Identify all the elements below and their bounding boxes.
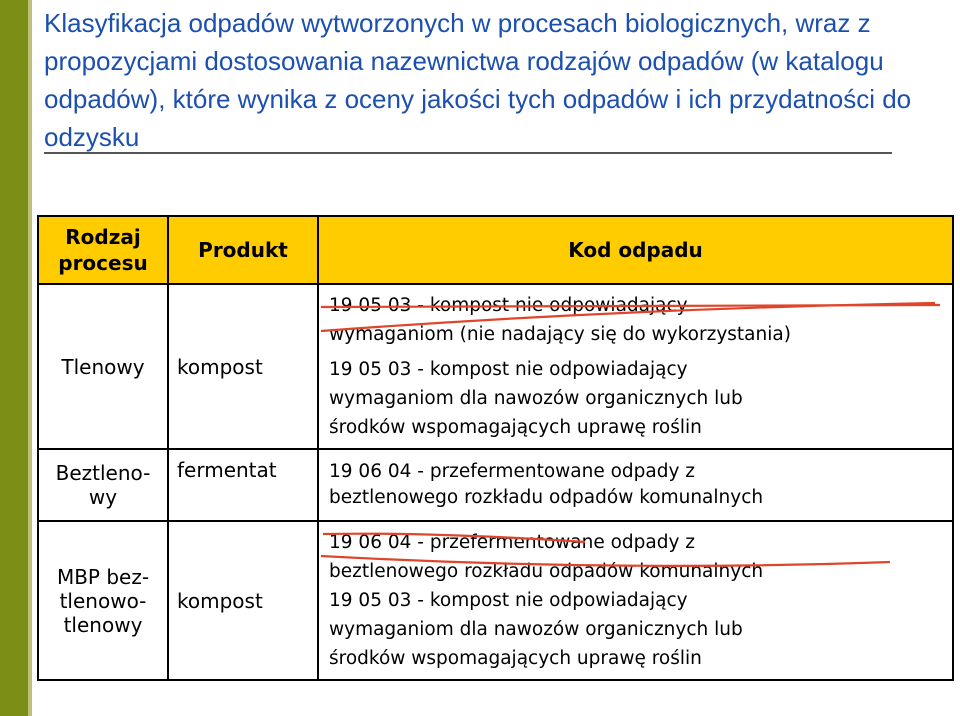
- product-cell: kompost: [168, 284, 318, 449]
- code-line: 19 05 03 - kompost nie odpowiadający: [329, 295, 688, 316]
- process-cell: Tlenowy: [38, 284, 168, 449]
- table-row: [38, 449, 953, 521]
- header-product: Produkt: [168, 216, 318, 284]
- code-entry: [329, 355, 942, 442]
- product-cell: kompost: [168, 521, 318, 680]
- code-line: 19 06 04 - przefermentowane odpady z: [329, 532, 696, 553]
- slide-title: Klasyfikacja odpadów wytworzonych w procesach biologicznych, wraz z propozycjami dostosowania nazewnictwa rodzajów odpadów (w katalogu odpadów), które wynika z oceny jakości tych odpadów i ich przydatności do odzysku: [44, 8, 912, 152]
- code-line: 19 06 04 - przefermentowane odpady z: [329, 461, 696, 482]
- code-line: wymaganiom dla nawozów organicznych lub: [329, 388, 743, 409]
- process-cell: Beztleno-wy: [38, 449, 168, 521]
- table-header-row: [38, 216, 953, 284]
- table-row: [38, 521, 953, 680]
- code-line: beztlenowego rozkładu odpadów komunalnych: [329, 487, 764, 508]
- decorative-side-bar-edge: [28, 0, 32, 716]
- waste-classification-table: [37, 215, 954, 681]
- table-row: [38, 284, 953, 449]
- code-line: środków wspomagających uprawę roślin: [329, 648, 702, 669]
- code-entry-struck: [329, 291, 942, 349]
- header-process: Rodzaj procesu: [38, 216, 168, 284]
- code-line: wymaganiom dla nawozów organicznych lub: [329, 619, 743, 640]
- code-entry: [329, 586, 942, 673]
- process-cell: MBP bez-tlenowo-tlenowy: [38, 521, 168, 680]
- code-line: 19 05 03 - kompost nie odpowiadający: [329, 590, 688, 611]
- code-cell: [318, 284, 953, 449]
- code-line: środków wspomagających uprawę roślin: [329, 417, 702, 438]
- code-entry: [329, 459, 942, 511]
- code-line: 19 05 03 - kompost nie odpowiadający: [329, 359, 688, 380]
- code-line: wymaganiom (nie nadający się do wykorzystania): [329, 324, 791, 345]
- header-code: Kod odpadu: [318, 216, 953, 284]
- decorative-side-bar: [0, 0, 28, 716]
- code-entry-struck: [329, 528, 942, 586]
- code-cell: [318, 449, 953, 521]
- product-cell: fermentat: [168, 449, 318, 521]
- title-underline: [44, 152, 892, 154]
- code-cell: [318, 521, 953, 680]
- code-line: beztlenowego rozkładu odpadów komunalnych: [329, 561, 764, 582]
